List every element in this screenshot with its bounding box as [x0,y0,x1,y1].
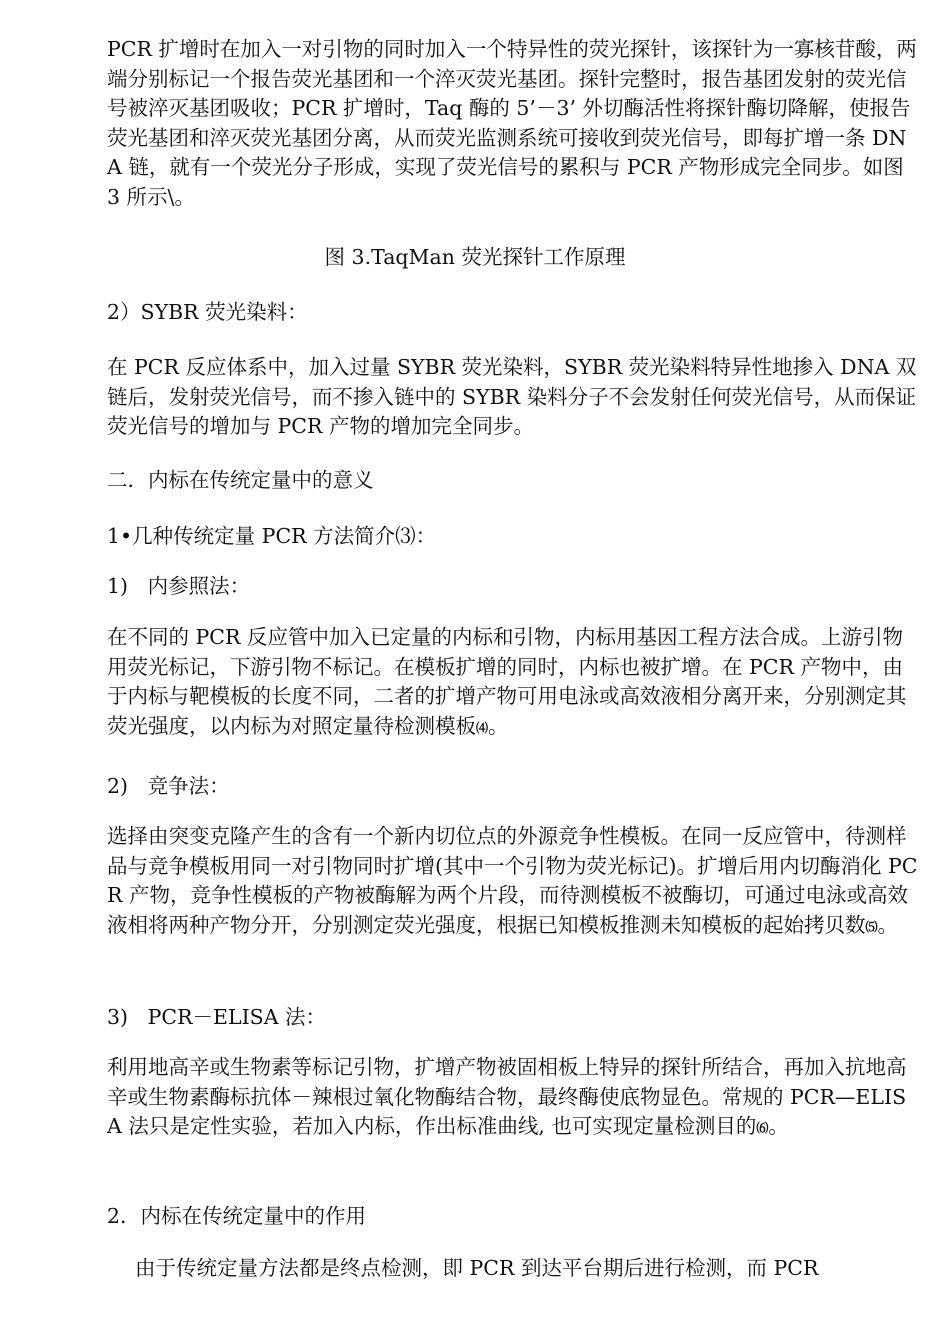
section-2-heading: 二．内标在传统定量中的意义 [107,468,374,492]
paragraph-method-3 [107,1053,919,1144]
reference-6: ⑹ [756,1121,769,1135]
method-2-heading: 2) 竞争法： [107,774,230,798]
figure-caption: 图 3.TaqMan 荧光探针工作原理 [324,245,626,269]
sybr-heading: 2）SYBR 荧光染料： [107,300,308,324]
reference-5: ⑸ [865,919,878,934]
paragraph-method-1-text: 在不同的 PCR 反应管中加入已定量的内标和引物，内标用基因工程方法合成。上游引物用荧光标记，下游引物不标记。在模板扩增的同时，内标也被扩增。在 PCR 产物中，由于内标与靶模板的长度不同，二者的扩增产物可用电泳或高效液相分离开来，分别测定其荧光强度，以内标为对照定量待检测模板 [107,625,907,738]
method-1-heading: 1) 内参照法： [107,574,251,598]
paragraph-method-3-end: 。 [768,1114,789,1138]
subsection-2-heading: 2．内标在传统定量中的作用 [107,1204,367,1228]
paragraph-method-2-end: 。 [877,912,899,937]
paragraph-method-3-text: 利用地高辛或生物素等标记引物，扩增产物被固相板上特异的探针所结合，再加入抗地高辛或生物素酶标抗体－辣根过氧化物酶结合物，最终酶使底物显色。常规的 PCR—ELISA 法只是定性实验，若加入内标，作出标准曲线, 也可实现定量检测目的 [107,1055,907,1138]
paragraph-sybr: 在 PCR 反应体系中，加入过量 SYBR 荧光染料，SYBR 荧光染料特异性地掺入 DNA 双链后，发射荧光信号，而不掺入链中的 SYBR 染料分子不会发射任何荧光信号，从而保证荧光信号的增加与 PCR 产物的增加完全同步。 [107,355,917,438]
reference-4: ⑷ [476,720,489,735]
paragraph-method-2-text: 选择由突变克隆产生的含有一个新内切位点的外源竞争性模板。在同一反应管中，待测样品与竞争模板用同一对引物同时扩增(其中一个引物为荧光标记)。扩增后用内切酶消化 PCR 产物，竞争性模板的产物被酶解为两个片段，而待测模板不被酶切，可通过电泳或高效液相将两种产物分开，分别测定荧光强度，根据已知模板推测未知模板的起始拷贝数 [107,824,918,937]
paragraph-final: 由于传统定量方法都是终点检测，即 PCR 到达平台期后进行检测，而 PCR [135,1256,819,1280]
paragraph-method-2 [107,822,919,942]
paragraph-method-1-end: 。 [488,713,509,738]
method-3-heading: 3) PCR－ELISA 法： [107,1005,327,1029]
paragraph-method-1 [107,623,919,743]
paragraph-taqman-principle: PCR 扩增时在加入一对引物的同时加入一个特异性的荧光探针，该探针为一寡核苷酸，两端分别标记一个报告荧光基团和一个淬灭荧光基团。探针完整时，报告基团发射的荧光信号被淬灭基团吸收；PCR 扩增时，Taq 酶的 5’－3’ 外切酶活性将探针酶切降解，使报告荧光基团和淬灭荧光基团分离，从而荧光监测系统可接收到荧光信号，即每扩增一条 DNA 链，就有一个荧光分子形成，实现了荧光信号的累积与 PCR 产物形成完全同步。如图 3 所示\。 [107,37,917,209]
subsection-1-heading: 1•几种传统定量 PCR 方法简介⑶： [107,524,437,548]
